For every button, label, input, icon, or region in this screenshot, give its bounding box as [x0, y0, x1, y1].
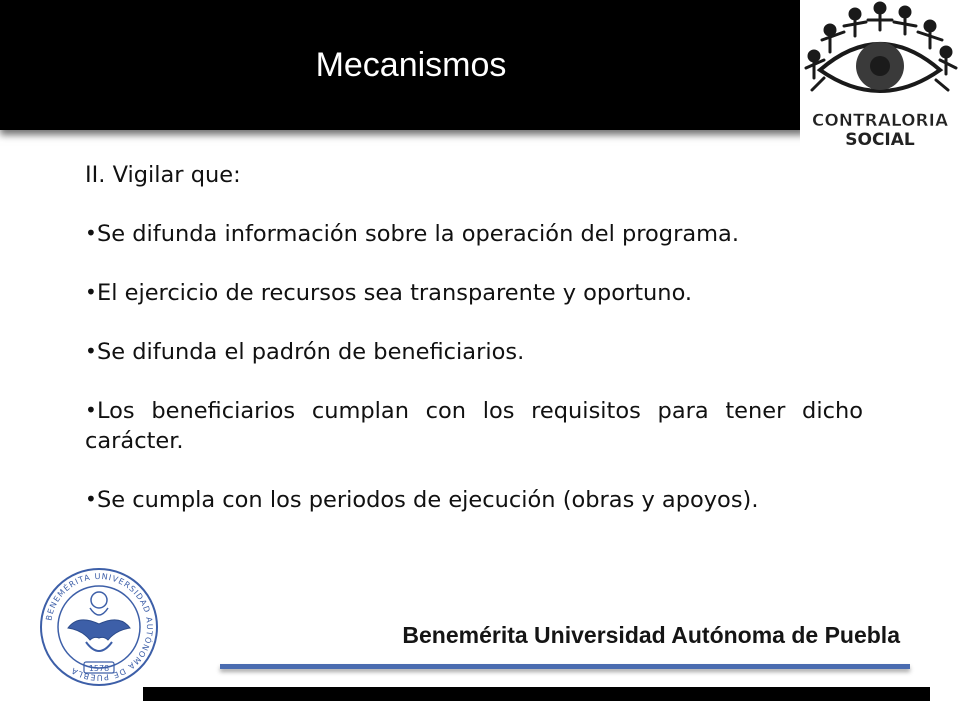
footer-bar [143, 687, 930, 701]
bullet-icon: • [85, 398, 97, 422]
university-crest-icon [38, 566, 160, 688]
contraloria-social-logo [800, 0, 960, 150]
bullet-item-1: •Se difunda información sobre la operación del programa. [85, 218, 863, 249]
bullet-icon: • [85, 339, 97, 363]
bullet-icon: • [85, 280, 97, 304]
bullet-item-5: •Se cumpla con los periodos de ejecución (obras y apoyos). [85, 484, 863, 515]
svg-text:BENEMÉRITA UNIVERSIDAD AUTÓNOM: BENEMÉRITA UNIVERSIDAD AUTÓNOMA DE PUEBLA [44, 571, 155, 683]
svg-text:SOCIAL: SOCIAL [845, 130, 915, 150]
slide-title: Mecanismos [315, 46, 507, 84]
bullet-item-4: •Los beneficiarios cumplan con los requisitos para tener dicho carácter. [85, 395, 863, 456]
slide-body [85, 160, 863, 543]
accent-divider [220, 664, 910, 669]
bullet-item-2: •El ejercicio de recursos sea transparente y oportuno. [85, 277, 863, 308]
bullet-icon: • [85, 221, 97, 245]
svg-text:1578: 1578 [88, 664, 110, 673]
bullet-icon: • [85, 487, 97, 511]
svg-text:CONTRALORIA: CONTRALORIA [811, 111, 949, 131]
section-lead: II. Vigilar que: [85, 162, 241, 188]
university-name: Benemérita Universidad Autónoma de Puebla [402, 622, 900, 648]
bullet-item-3: •Se difunda el padrón de beneficiarios. [85, 336, 863, 367]
